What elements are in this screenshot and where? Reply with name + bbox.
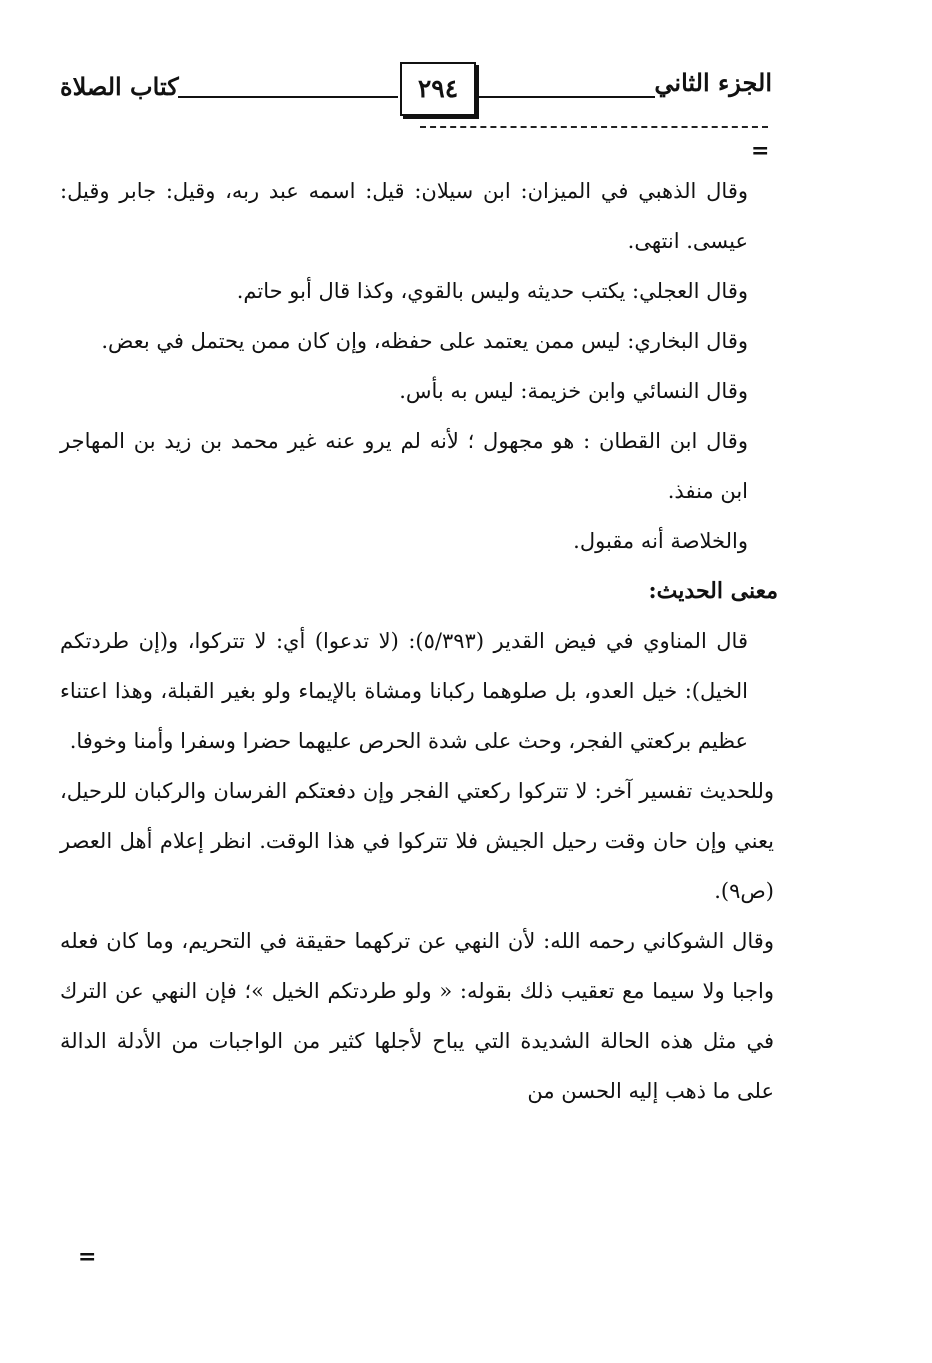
paragraph: وقال البخاري: ليس ممن يعتمد على حفظه، وإن كان ممن يحتمل في بعض.	[101, 329, 748, 353]
section-heading: معنى الحديث:	[648, 578, 778, 604]
paragraph: وقال الشوكاني رحمه الله: لأن النهي عن تركهما حقيقة في التحريم، وما كان فعله واجبا ولا سيما مع تعقيب ذلك بقوله: « ولو طردتكم الخيل »؛ فإن النهي عن الترك في مثل هذه الحالة الشديدة التي يباح لأجلها كثير من الواجبات من الأدلة الدالة على ما ذهب إليه الحسن من	[60, 929, 774, 1103]
paragraph: قال المناوي في فيض القدير (٥/٣٩٣): (لا تدعوا) أي: لا تتركوا، و(إن طردتكم الخيل): خيل العدو، بل صلوهما ركبانا ومشاة بالإيماء ولو بغير القبلة، وهذا اعتناء عظيم بركعتي الفجر، وحث على شدة الحرص عليهما حضرا وسفرا وأمنا وخوفا.	[60, 629, 748, 753]
volume-label: الجزء الثاني	[654, 68, 772, 97]
paragraph: وللحديث تفسير آخر: لا تتركوا ركعتي الفجر وإن دفعتكم الفرسان والركبان للرحيل، يعني وإن حان وقت رحيل الجيش فلا تتركوا في هذا الوقت. انظر إعلام أهل العصر (ص٩).	[60, 779, 774, 903]
continuation-mark-top: =	[751, 138, 770, 164]
page-number-box: ٢٩٤	[400, 62, 476, 116]
paragraph: وقال الذهبي في الميزان: ابن سيلان: قيل: اسمه عبد ربه، وقيل: جابر وقيل: عيسى. انتهى.	[60, 179, 748, 253]
paragraph: وقال النسائي وابن خزيمة: ليس به بأس.	[399, 379, 748, 403]
paragraph: وقال ابن القطان : هو مجهول ؛ لأنه لم يرو عنه غير محمد بن زيد بن المهاجر ابن منفذ.	[60, 429, 748, 503]
header-dashed-divider	[420, 126, 768, 128]
paragraph: والخلاصة أنه مقبول.	[573, 529, 748, 553]
page-body	[60, 166, 778, 1116]
header-rule-right	[475, 96, 655, 98]
page-header	[60, 62, 772, 122]
continuation-mark-bottom: =	[78, 1244, 97, 1270]
header-rule-left	[178, 96, 398, 98]
book-title: كتاب الصلاة	[60, 72, 179, 101]
paragraph: وقال العجلي: يكتب حديثه وليس بالقوي، وكذا قال أبو حاتم.	[236, 279, 748, 303]
